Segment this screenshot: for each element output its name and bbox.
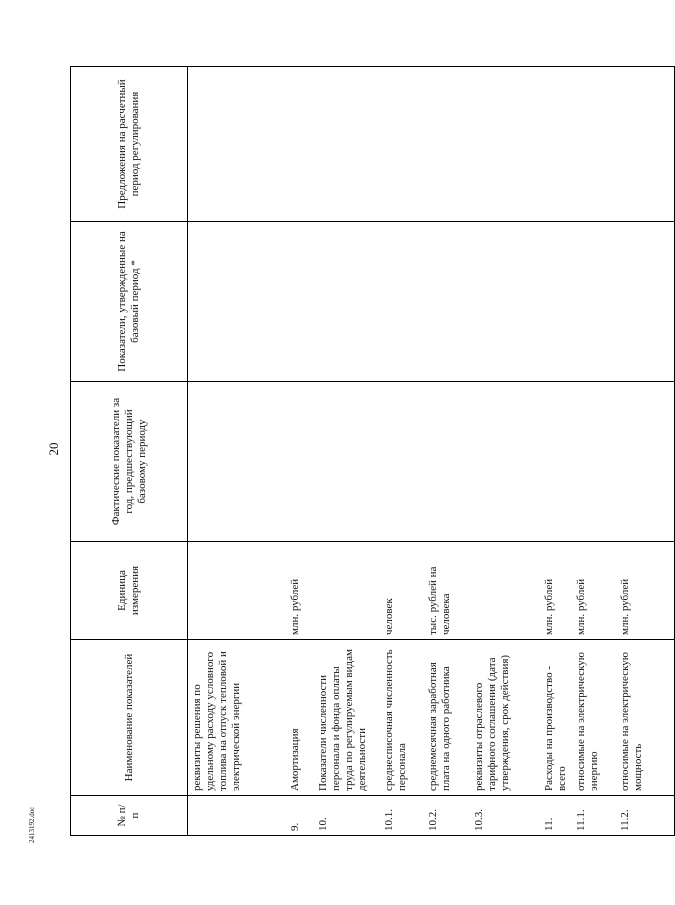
cell-unit: млн. рублей — [572, 542, 616, 640]
cell-approved — [470, 222, 540, 382]
cell-name: среднемесячная заработная плата на одного работника — [424, 640, 470, 796]
cell-approved — [380, 222, 424, 382]
header-unit: Единица измерения — [71, 542, 188, 640]
cell-num: 10.3. — [470, 796, 540, 836]
cell-name: Расходы на производство - всего — [540, 640, 572, 796]
cell-approved — [424, 222, 470, 382]
cell-fact — [188, 382, 287, 542]
table-row — [188, 67, 287, 836]
cell-unit: млн. рублей — [616, 542, 675, 640]
indicators-table — [70, 66, 675, 836]
table-row — [572, 67, 616, 836]
table-header-row — [71, 67, 188, 836]
cell-unit — [314, 542, 380, 640]
header-name: Наименование показателей — [71, 640, 188, 796]
header-fact: Фактические показатели за год, предшествующий базовому периоду — [71, 382, 188, 542]
cell-approved — [188, 222, 287, 382]
table-row — [470, 67, 540, 836]
cell-num: 10.1. — [380, 796, 424, 836]
cell-num — [188, 796, 287, 836]
cell-approved — [540, 222, 572, 382]
page-number: 20 — [46, 442, 61, 456]
cell-proposal — [188, 67, 287, 222]
rotated-table-wrapper — [70, 67, 644, 836]
cell-name: среднесписочная численность персонала — [380, 640, 424, 796]
cell-proposal — [572, 67, 616, 222]
cell-unit: человек — [380, 542, 424, 640]
cell-approved — [286, 222, 314, 382]
cell-name: реквизиты решения по удельному расходу условного топлива на отпуск тепловой и электрической энергии — [188, 640, 287, 796]
cell-proposal — [470, 67, 540, 222]
cell-num: 10. — [314, 796, 380, 836]
cell-proposal — [286, 67, 314, 222]
cell-proposal — [616, 67, 675, 222]
table-row — [286, 67, 314, 836]
cell-proposal — [380, 67, 424, 222]
header-approved: Показатели, утвержденные на базовый период * — [71, 222, 188, 382]
cell-name: Амортизация — [286, 640, 314, 796]
cell-proposal — [540, 67, 572, 222]
cell-unit — [470, 542, 540, 640]
cell-approved — [314, 222, 380, 382]
cell-unit: тыс. рублей на человека — [424, 542, 470, 640]
cell-proposal — [314, 67, 380, 222]
header-proposal: Предложения на расчетный период регулирования — [71, 67, 188, 222]
cell-fact — [572, 382, 616, 542]
cell-fact — [286, 382, 314, 542]
cell-unit: млн. рублей — [286, 542, 314, 640]
cell-fact — [616, 382, 675, 542]
cell-num: 11.2. — [616, 796, 675, 836]
cell-unit — [188, 542, 287, 640]
cell-fact — [314, 382, 380, 542]
table-row — [540, 67, 572, 836]
cell-num: 9. — [286, 796, 314, 836]
cell-num: 11.1. — [572, 796, 616, 836]
cell-fact — [424, 382, 470, 542]
cell-name: реквизиты отраслевого тарифного соглашения (дата утверждения, срок действия) — [470, 640, 540, 796]
cell-proposal — [424, 67, 470, 222]
cell-name: относимые на электрическую мощность — [616, 640, 675, 796]
cell-unit: млн. рублей — [540, 542, 572, 640]
cell-fact — [470, 382, 540, 542]
table-row — [616, 67, 675, 836]
table-row — [380, 67, 424, 836]
header-num: № п/п — [71, 796, 188, 836]
cell-approved — [616, 222, 675, 382]
cell-fact — [540, 382, 572, 542]
cell-num: 10.2. — [424, 796, 470, 836]
table-row — [424, 67, 470, 836]
document-code: 2413192.doc — [28, 806, 36, 843]
cell-fact — [380, 382, 424, 542]
cell-name: относимые на электрическую энергию — [572, 640, 616, 796]
table-row — [314, 67, 380, 836]
cell-approved — [572, 222, 616, 382]
cell-name: Показатели численности персонала и фонда оплаты труда по регулируемым видам деятельности — [314, 640, 380, 796]
cell-num: 11. — [540, 796, 572, 836]
